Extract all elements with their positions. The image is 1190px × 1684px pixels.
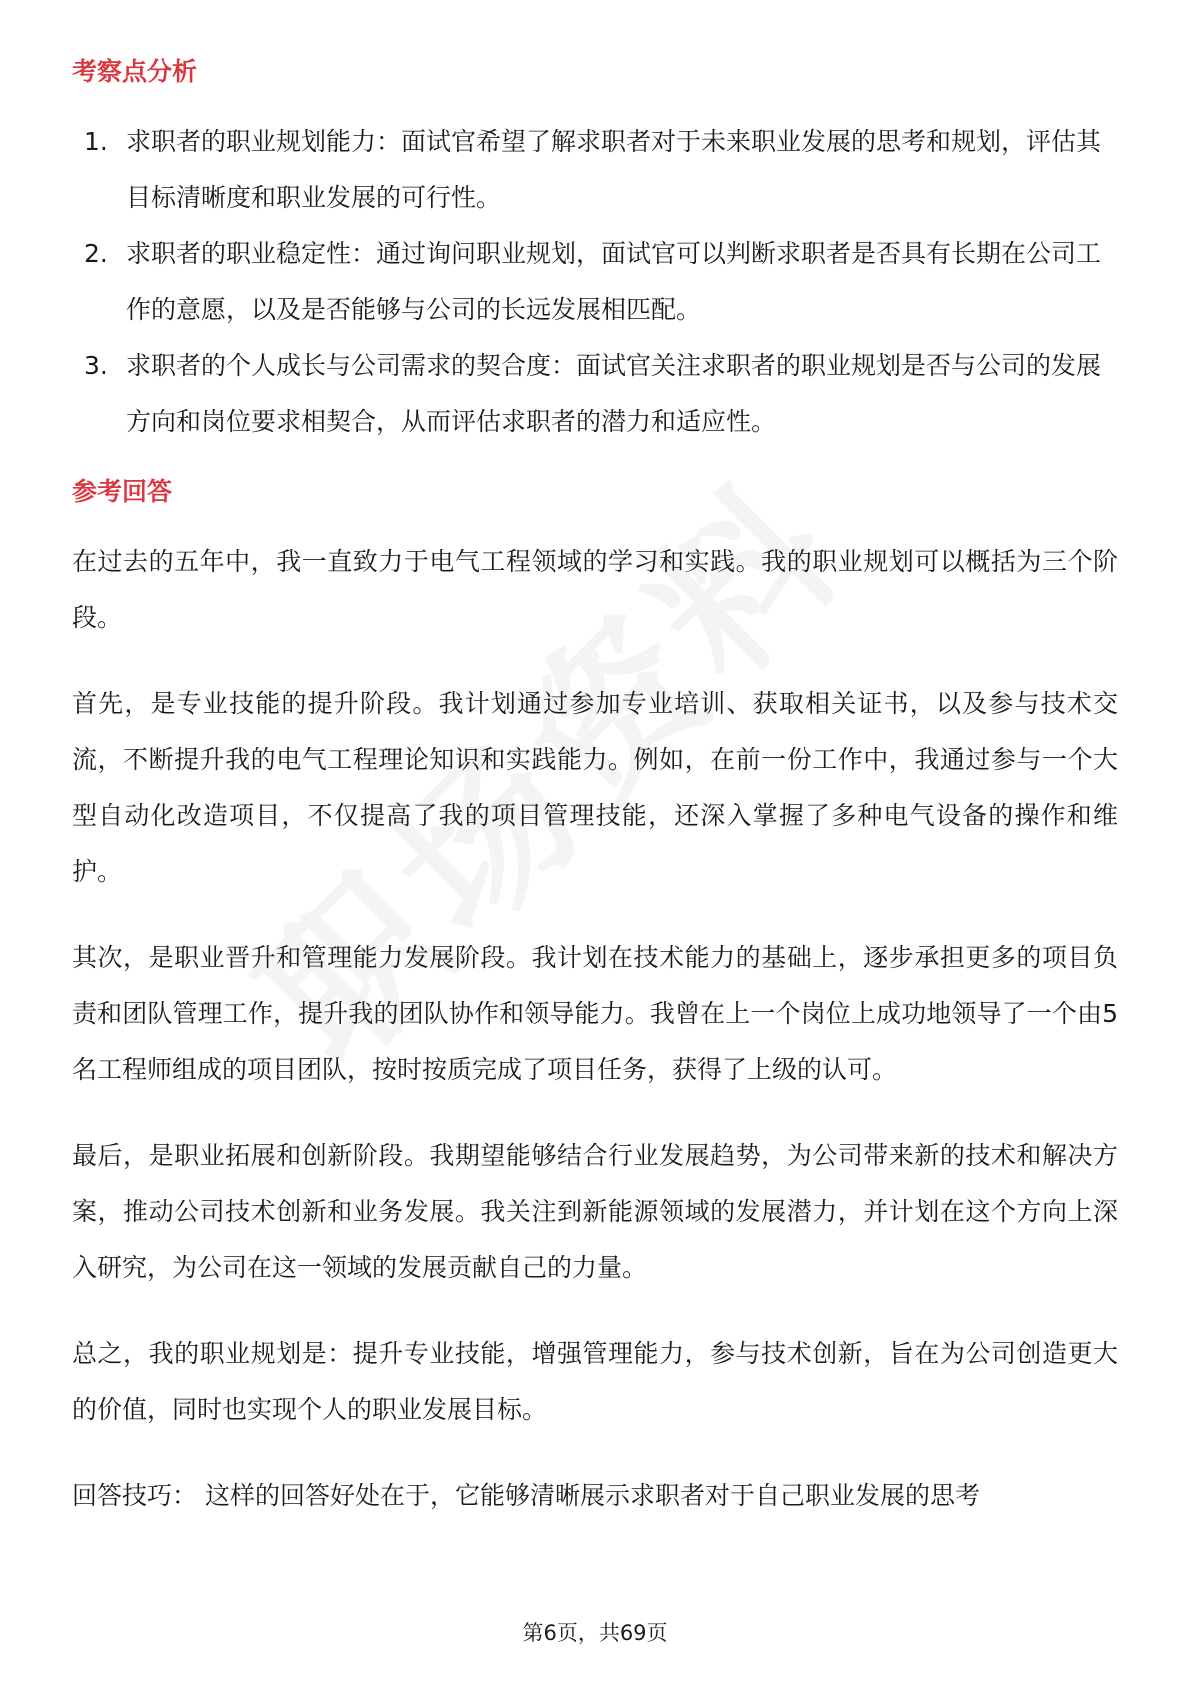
document-page: [72, 44, 1118, 1554]
answer-paragraph: 最后，是职业拓展和创新阶段。我期望能够结合行业发展趋势，为公司带来新的技术和解决方案，推动公司技术创新和业务发展。我关注到新能源领域的发展潜力，并计划在这个方向上深入研究，为公司在这一领域的发展贡献自己的力量。: [72, 1141, 1118, 1282]
page-footer: [0, 1617, 1190, 1647]
list-item-text: 求职者的职业稳定性：通过询问职业规划，面试官可以判断求职者是否具有长期在公司工作的意愿，以及是否能够与公司的长远发展相匹配。: [126, 239, 1102, 324]
answer-paragraph: 在过去的五年中，我一直致力于电气工程领域的学习和实践。我的职业规划可以概括为三个阶段。: [72, 547, 1118, 632]
analysis-list: [72, 114, 1118, 450]
list-item-number: 3.: [84, 351, 108, 380]
list-item-text: 求职者的职业规划能力：面试官希望了解求职者对于未来职业发展的思考和规划，评估其目标清晰度和职业发展的可行性。: [126, 127, 1102, 212]
list-item-number: 1.: [84, 127, 108, 156]
section-heading-analysis: 考察点分析: [72, 57, 198, 86]
answer-tips-paragraph: 回答技巧： 这样的回答好处在于，它能够清晰展示求职者对于自己职业发展的思考: [72, 1481, 980, 1510]
answer-paragraph: 首先，是专业技能的提升阶段。我计划通过参加专业培训、获取相关证书，以及参与技术交流，不断提升我的电气工程理论知识和实践能力。例如，在前一份工作中，我通过参与一个大型自动化改造项目，不仅提高了我的项目管理技能，还深入掌握了多种电气设备的操作和维护。: [72, 689, 1118, 886]
list-item: [72, 226, 1118, 338]
section-heading-reference-answer: 参考回答: [72, 477, 173, 506]
list-item-number: 2.: [84, 239, 108, 268]
list-item-text: 求职者的个人成长与公司需求的契合度：面试官关注求职者的职业规划是否与公司的发展方向和岗位要求相契合，从而评估求职者的潜力和适应性。: [126, 351, 1102, 436]
answer-paragraph: 总之，我的职业规划是：提升专业技能，增强管理能力，参与技术创新，旨在为公司创造更大的价值，同时也实现个人的职业发展目标。: [72, 1339, 1118, 1424]
page-number: 第6页，共69页: [522, 1621, 668, 1645]
answer-paragraph: 其次，是职业晋升和管理能力发展阶段。我计划在技术能力的基础上，逐步承担更多的项目负责和团队管理工作，提升我的团队协作和领导能力。我曾在上一个岗位上成功地领导了一个由5名工程师组成的项目团队，按时按质完成了项目任务，获得了上级的认可。: [72, 943, 1118, 1084]
list-item: [72, 338, 1118, 450]
list-item: [72, 114, 1118, 226]
